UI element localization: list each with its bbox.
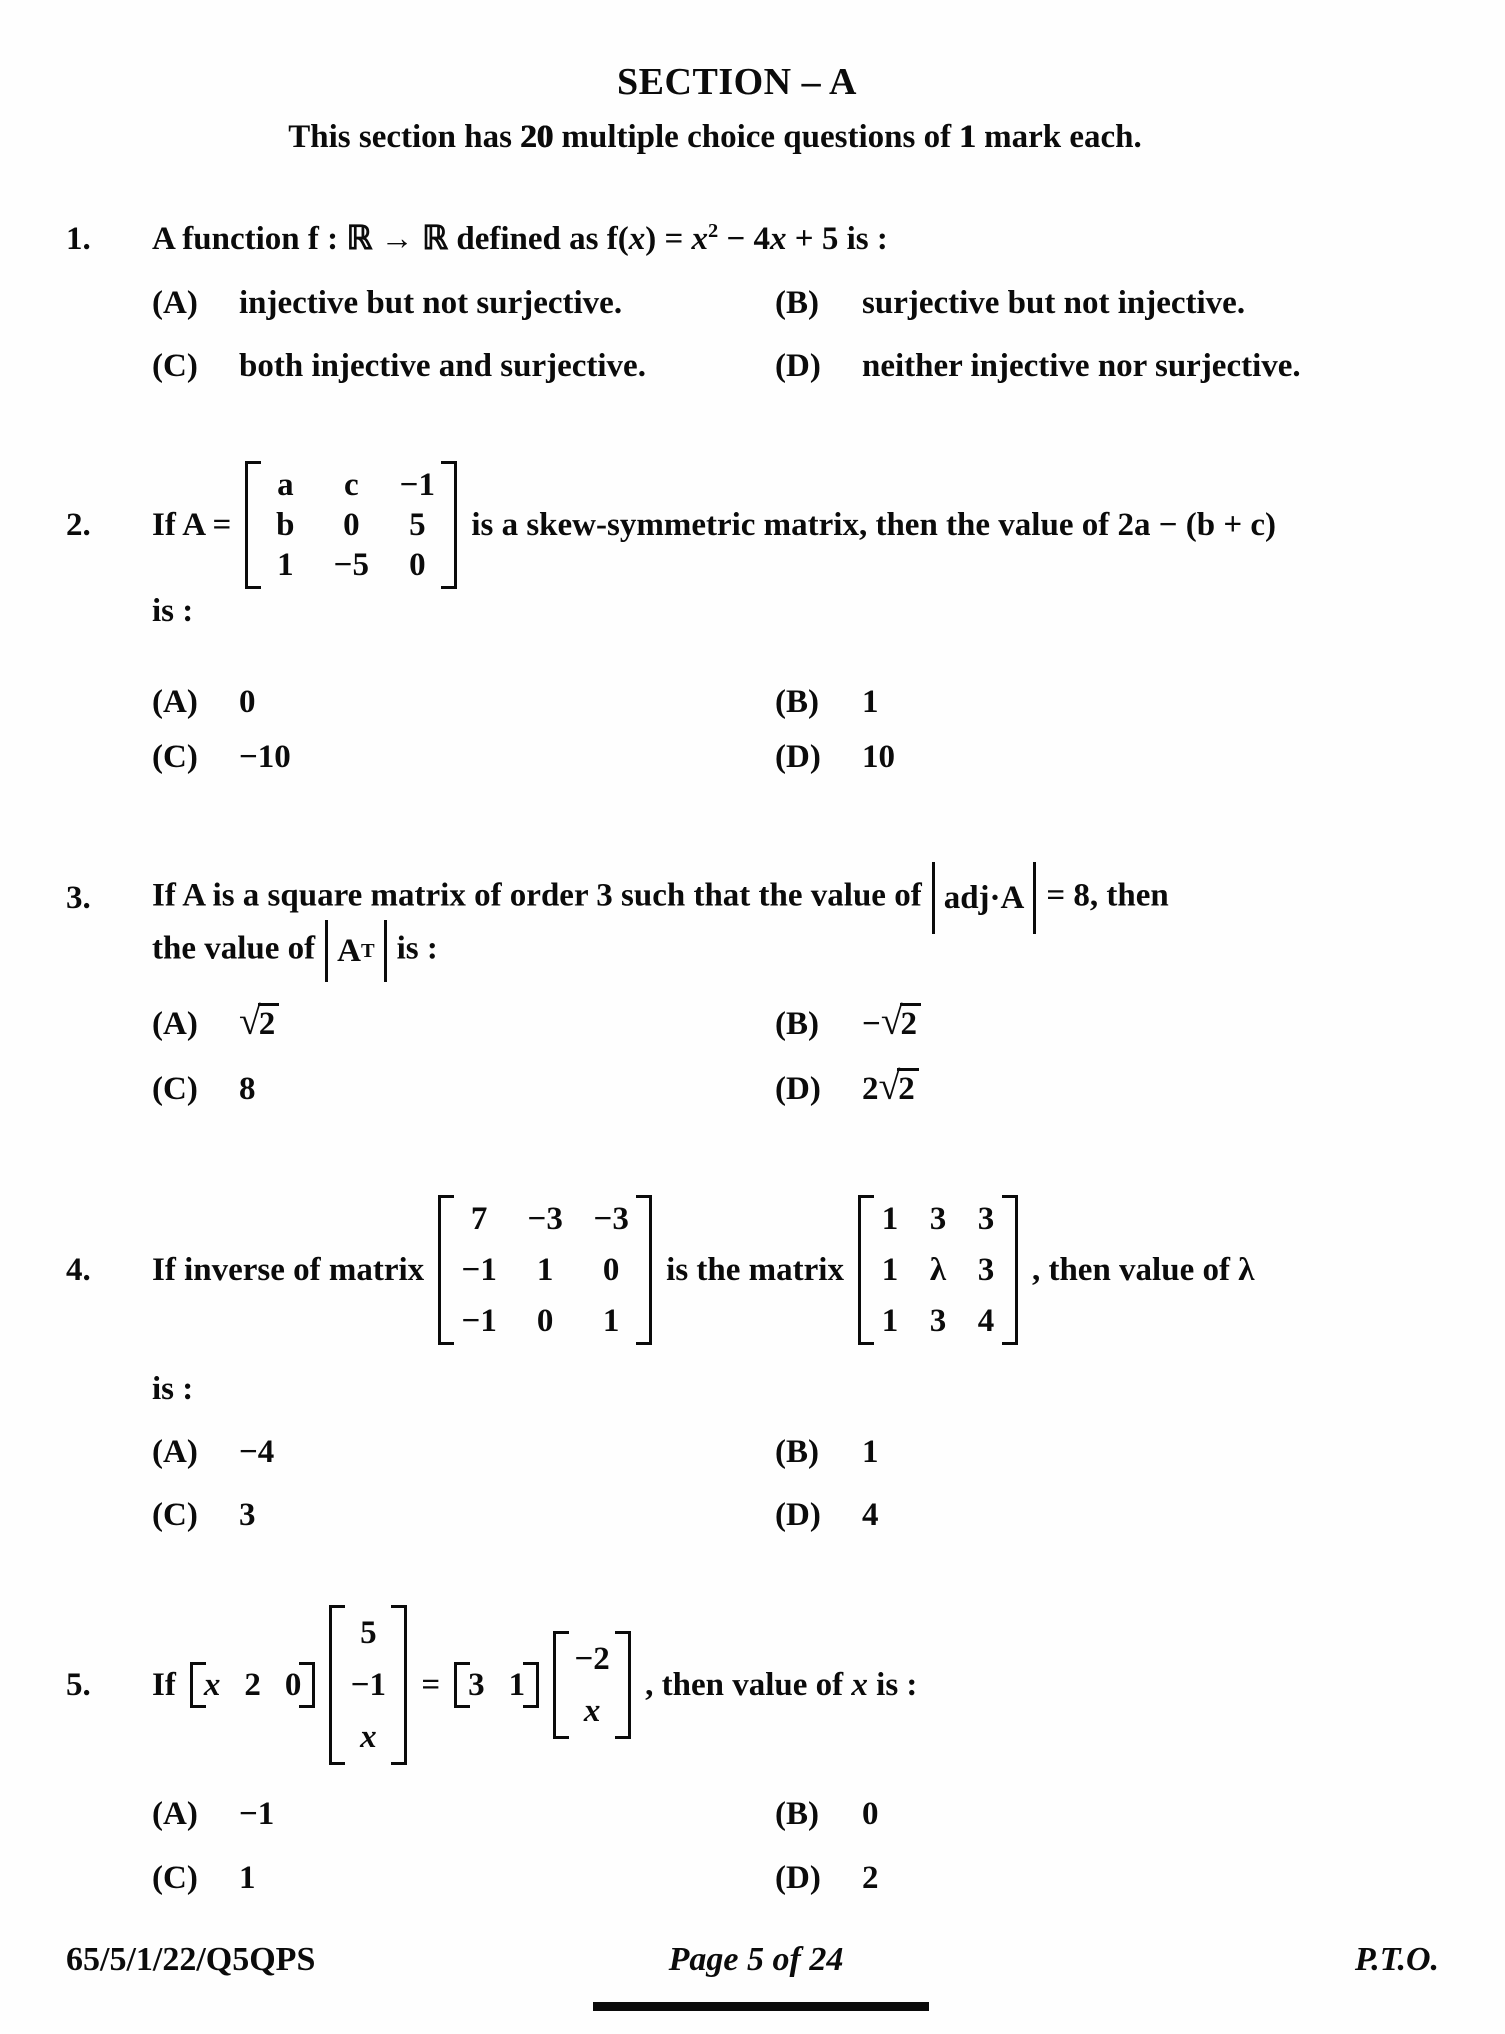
question-3-number: 3. <box>66 879 91 916</box>
matrix-cell: 1 <box>277 547 294 583</box>
matrix-cell: a <box>277 467 294 503</box>
subtitle-text: This section has <box>288 119 521 155</box>
matrix-A <box>245 461 457 589</box>
question-2-stem <box>0 460 1505 590</box>
question-2-is-line: is : <box>152 593 194 629</box>
matrix-cell: 5 <box>409 507 426 543</box>
question-5-text-post: , then value of x is : <box>645 1666 918 1703</box>
option-label: (A) <box>152 1434 198 1470</box>
question-4-is-line: is : <box>152 1371 194 1407</box>
matrix-cell: 0 <box>284 1667 302 1703</box>
option-label: (D) <box>775 1860 821 1896</box>
option-2D <box>775 737 1505 778</box>
option-1D <box>775 346 1505 387</box>
matrix-cell: b <box>276 507 295 543</box>
option-text: 1 <box>862 684 879 720</box>
option-5B <box>775 1794 1505 1835</box>
option-3D <box>775 1064 1505 1110</box>
matrix-cell: 7 <box>470 1201 488 1237</box>
row-vector-2 <box>454 1662 539 1708</box>
option-3B <box>775 999 1505 1045</box>
matrix-cell: −1 <box>399 467 435 503</box>
option-text: 4 <box>862 1497 879 1533</box>
page-indicator: Page 5 of 24 <box>668 1941 844 1978</box>
option-label: (B) <box>775 1006 819 1042</box>
question-5-options <box>0 1794 1505 1899</box>
option-text: 2 <box>862 1860 879 1896</box>
matrix-cell: −2 <box>574 1641 610 1677</box>
option-text: 1 <box>862 1434 879 1470</box>
section-title: SECTION – A <box>617 61 857 103</box>
matrix-cell: 3 <box>977 1201 995 1237</box>
matrix-2 <box>858 1195 1018 1345</box>
radicand: 2 <box>900 1003 922 1042</box>
question-1-options <box>0 283 1505 387</box>
subtitle-mark-count: 1 <box>959 119 976 155</box>
option-1A <box>152 283 775 324</box>
option-5A <box>152 1794 775 1835</box>
option-3C <box>152 1067 775 1110</box>
radicand: 2 <box>897 1068 919 1107</box>
question-4-number: 4. <box>66 1251 91 1288</box>
matrix-cell: 3 <box>468 1667 485 1703</box>
question-2-text-post: is a skew-symmetric matrix, then the value of 2a − (b + c) <box>471 506 1277 543</box>
option-label: (A) <box>152 684 198 720</box>
option-label: (D) <box>775 348 821 384</box>
option-label: (D) <box>775 739 821 775</box>
matrix-cell: λ <box>929 1252 947 1288</box>
matrix-cell: 1 <box>508 1667 526 1703</box>
option-4A <box>152 1432 775 1473</box>
option-4B <box>775 1432 1505 1473</box>
matrix-cell: −3 <box>527 1201 563 1237</box>
matrix-cell: 2 <box>244 1667 261 1703</box>
question-2-text-pre: If A = <box>152 506 232 543</box>
option-5D <box>775 1858 1505 1899</box>
option-text: −4 <box>239 1434 275 1470</box>
matrix-cell: −1 <box>350 1667 386 1703</box>
option-text: 1 <box>239 1860 256 1896</box>
option-text: 3 <box>239 1497 256 1533</box>
option-text: both injective and surjective. <box>239 348 646 384</box>
question-2-options <box>0 682 1505 778</box>
option-4C <box>152 1495 775 1536</box>
option-1B <box>775 283 1505 324</box>
equals-sign: = <box>421 1666 441 1703</box>
option-text: 10 <box>862 739 895 775</box>
option-text <box>239 999 279 1043</box>
option-4D <box>775 1495 1505 1536</box>
question-5-stem <box>0 1605 1505 1765</box>
option-text: −√2 <box>862 1006 921 1042</box>
subtitle-question-count: 20 <box>520 119 554 155</box>
question-4-stem <box>0 1195 1505 1345</box>
column-vector-2 <box>553 1631 631 1739</box>
option-label: (B) <box>775 684 819 720</box>
radical-sign: √ <box>878 1064 901 1108</box>
row-vector-1 <box>190 1662 316 1708</box>
matrix-cell: −5 <box>333 547 369 583</box>
option-label: (D) <box>775 1071 821 1107</box>
matrix-cell: x <box>203 1667 221 1703</box>
option-text: −10 <box>239 739 291 775</box>
matrix-cell: −1 <box>461 1303 497 1339</box>
paper-code: 65/5/1/22/Q5QPS <box>66 1941 316 1978</box>
option-2A <box>152 682 775 723</box>
page-indicator-underline <box>593 2002 929 2011</box>
subtitle-text: multiple choice questions of <box>553 119 960 155</box>
matrix-cell: 5 <box>360 1615 377 1651</box>
question-2-number: 2. <box>66 506 91 543</box>
matrix-cell: 1 <box>602 1303 620 1339</box>
question-3-options <box>0 999 1505 1110</box>
option-2B <box>775 682 1505 723</box>
column-vector-1 <box>329 1605 407 1765</box>
matrix-cell: 0 <box>536 1303 554 1339</box>
option-label: (C) <box>152 1860 198 1896</box>
radical-sign: √ <box>880 999 903 1043</box>
option-label: (C) <box>152 1497 198 1533</box>
option-label: (B) <box>775 285 819 321</box>
matrix-cell: 0 <box>602 1252 620 1288</box>
question-1-number: 1. <box>66 221 91 257</box>
radicand: 2 <box>258 1003 280 1042</box>
question-4-options <box>0 1432 1505 1536</box>
option-1C <box>152 346 775 387</box>
option-label: (A) <box>152 285 198 321</box>
option-text: injective but not surjective. <box>239 285 623 321</box>
radical-sign: √ <box>239 999 261 1043</box>
question-5-text-pre: If <box>152 1666 176 1703</box>
matrix-cell: 0 <box>343 507 360 543</box>
matrix-cell: 1 <box>881 1303 899 1339</box>
determinant-A-transpose: A T <box>325 920 386 982</box>
matrix-cell: 1 <box>881 1201 899 1237</box>
option-text: neither injective nor surjective. <box>862 348 1301 384</box>
option-label: (B) <box>775 1434 819 1470</box>
option-2C <box>152 737 775 778</box>
matrix-cell: 3 <box>929 1303 947 1339</box>
subtitle-text: mark each. <box>975 119 1142 155</box>
question-4-text-mid: is the matrix <box>666 1251 844 1288</box>
matrix-cell: 3 <box>929 1201 947 1237</box>
section-subtitle <box>0 119 1430 156</box>
option-label: (D) <box>775 1497 821 1533</box>
option-text: −1 <box>239 1796 275 1832</box>
question-3-text-2: the value of A T is : <box>152 920 438 982</box>
option-label: (A) <box>152 1796 198 1832</box>
matrix-cell: 3 <box>977 1252 995 1288</box>
matrix-cell: 4 <box>977 1303 995 1339</box>
matrix-1 <box>438 1195 652 1345</box>
question-3-text: If A is a square matrix of order 3 such that the value of adj·A = 8, then <box>152 862 1169 934</box>
matrix-cell: x <box>583 1693 601 1729</box>
matrix-cell: 0 <box>409 547 426 583</box>
option-label: (C) <box>152 1071 198 1107</box>
option-label: (C) <box>152 348 198 384</box>
question-1-text: A function f : ℝ → ℝ defined as $f(x) = x^2 - 4x + 5$ is : <box>152 220 888 257</box>
matrix-cell: 1 <box>881 1252 899 1288</box>
matrix-cell: 1 <box>536 1252 554 1288</box>
option-label: (B) <box>775 1796 819 1832</box>
question-4-text-post: , then value of λ <box>1031 1251 1255 1288</box>
matrix-cell: −3 <box>593 1201 629 1237</box>
question-4-text-pre: If inverse of matrix <box>152 1251 425 1288</box>
option-label: (A) <box>152 1006 198 1042</box>
question-1-stem <box>0 219 1505 260</box>
question-3-stem-line-2 <box>0 919 1505 983</box>
option-label: (C) <box>152 739 198 775</box>
pto-label: P.T.O. <box>1354 1941 1439 1978</box>
option-text: 0 <box>239 684 256 720</box>
matrix-cell: c <box>344 467 359 503</box>
question-5-number: 5. <box>66 1666 91 1703</box>
option-text: 2√2 <box>862 1071 919 1107</box>
matrix-cell: x <box>360 1719 377 1755</box>
option-5C <box>152 1858 775 1899</box>
matrix-cell: −1 <box>461 1252 497 1288</box>
option-3A <box>152 999 775 1045</box>
option-text: 0 <box>862 1796 879 1832</box>
determinant-adj-A: adj·A <box>932 862 1037 934</box>
option-text: 8 <box>239 1071 256 1107</box>
option-text: surjective but not injective. <box>862 285 1246 321</box>
